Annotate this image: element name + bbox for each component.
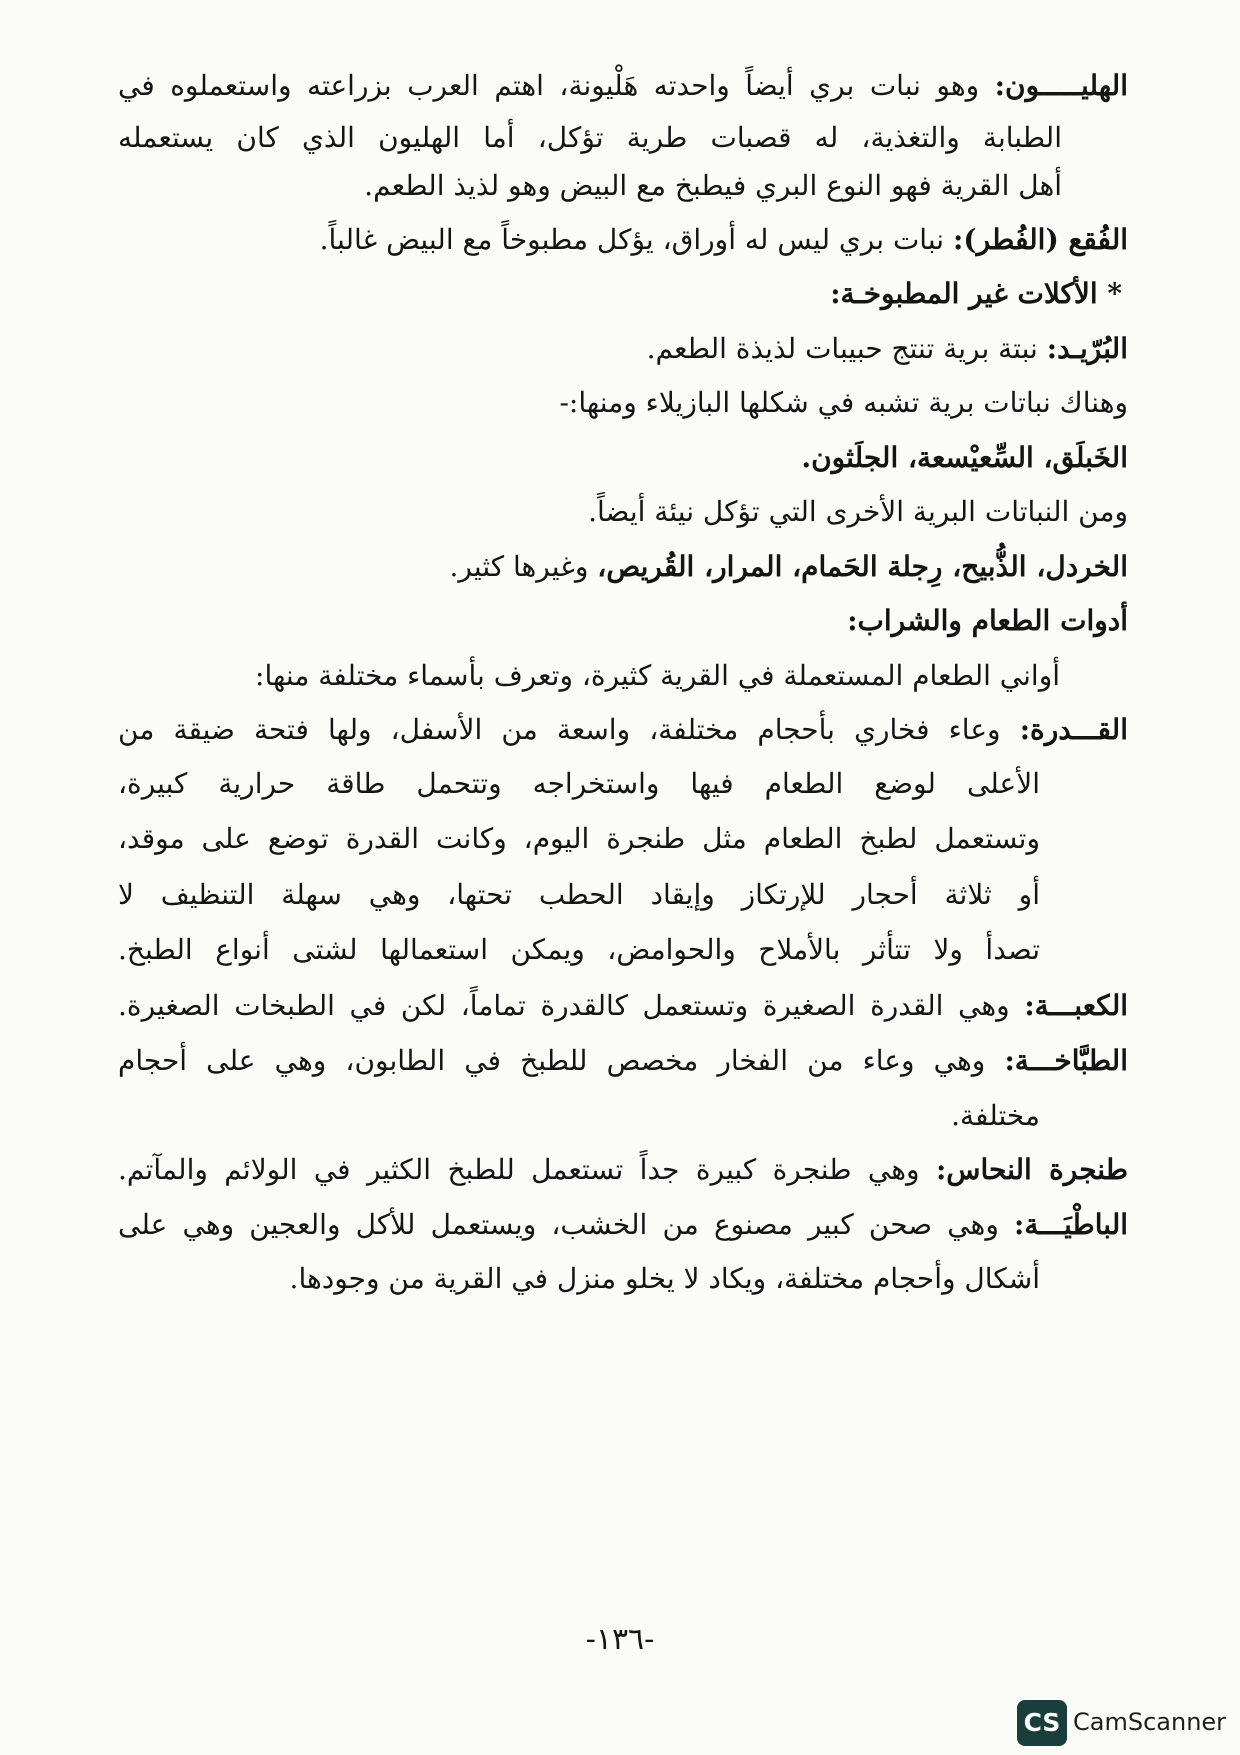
line-body: وهي القدرة الصغيرة وتستعمل كالقدرة تماماً، لكن في الطبخات الصغيرة. bbox=[118, 989, 1025, 1022]
term: الكعبـــة: bbox=[1024, 989, 1128, 1022]
term: القـــدرة: bbox=[1019, 713, 1128, 746]
term: الفُقع (الفُطر): bbox=[952, 223, 1128, 256]
text-line bbox=[118, 545, 1128, 589]
line-body: أشكال وأحجام مختلفة، ويكاد لا يخلو منزل في القرية من وجودها. bbox=[289, 1262, 1040, 1295]
text-line bbox=[118, 116, 1062, 160]
text-line bbox=[118, 490, 1128, 534]
line-body: أواني الطعام المستعملة في القرية كثيرة، وتعرف بأسماء مختلفة منها: bbox=[255, 659, 1060, 692]
text-line bbox=[118, 708, 1128, 752]
text-line bbox=[118, 164, 1062, 208]
text-line bbox=[118, 654, 1060, 698]
term: أدوات الطعام والشراب: bbox=[847, 604, 1128, 637]
text-line bbox=[118, 218, 1128, 262]
section-heading bbox=[122, 272, 1122, 316]
text-line bbox=[118, 436, 1128, 480]
line-body: نبتة برية تنتج حبيبات لذيذة الطعم. bbox=[646, 332, 1047, 365]
text-line bbox=[118, 1203, 1128, 1247]
term: طنجرة النحاس: bbox=[935, 1153, 1129, 1186]
line-body: أو ثلاثة أحجار للإرتكاز وإيقاد الحطب تحتها، وهي سهلة التنظيف لا bbox=[118, 878, 1040, 911]
line-body: أهل القرية فهو النوع البري فيطبخ مع البيض وهو لذيذ الطعم. bbox=[364, 169, 1062, 202]
line-body: وهي صحن كبير مصنوع من الخشب، ويستعمل للأكل والعجين وهي على bbox=[118, 1208, 1015, 1241]
line-body: وهو نبات بري أيضاً واحدته هَلْيونة، اهتم العرب بزراعته واستعملوه في bbox=[118, 69, 995, 102]
text-line bbox=[118, 1039, 1128, 1083]
line-body: وعاء فخاري بأحجام مختلفة، واسعة من الأسفل، ولها فتحة ضيقة من bbox=[118, 713, 1020, 746]
term: الخردل، الذُّبيح، رِجلة الحَمام، المرار، القُريص، bbox=[597, 550, 1128, 583]
term: * الأكلات غير المطبوخـة: bbox=[830, 277, 1122, 310]
term: الخَبلَق، السِّعيْسعة، الجلَثون. bbox=[801, 441, 1128, 474]
term: الطبَّاخـــة: bbox=[1004, 1044, 1128, 1077]
text-line bbox=[118, 1148, 1128, 1192]
text-line bbox=[118, 817, 1040, 861]
text-line bbox=[118, 928, 1040, 972]
text-line bbox=[118, 327, 1128, 371]
line-body: الطبابة والتغذية، له قصبات طرية تؤكل، أما الهليون الذي كان يستعمله bbox=[118, 121, 1062, 154]
text-line bbox=[118, 984, 1128, 1028]
line-body: الأعلى لوضع الطعام فيها واستخراجه وتتحمل طاقة حرارية كبيرة، bbox=[118, 767, 1040, 800]
line-body: وهناك نباتات برية تشبه في شكلها البازيلاء ومنها:- bbox=[559, 386, 1128, 419]
line-body: مختلفة. bbox=[951, 1099, 1040, 1132]
line-body: ومن النباتات البرية الأخرى التي تؤكل نيئة أيضاً. bbox=[588, 495, 1128, 528]
camscanner-logo-icon: CS bbox=[1017, 1700, 1067, 1746]
line-body: وهي طنجرة كبيرة جداً تستعمل للطبخ الكثير في الولائم والمآتم. bbox=[118, 1153, 936, 1186]
text-line bbox=[118, 1257, 1040, 1301]
line-body: وهي وعاء من الفخار مخصص للطبخ في الطابون، وهي على أحجام bbox=[118, 1044, 1005, 1077]
text-line bbox=[118, 1094, 1040, 1138]
camscanner-label: CamScanner bbox=[1073, 1708, 1227, 1736]
line-body: وتستعمل لطبخ الطعام مثل طنجرة اليوم، وكانت القدرة توضع على موقد، bbox=[118, 822, 1040, 855]
line-body: وغيرها كثير. bbox=[449, 550, 598, 583]
text-line bbox=[118, 381, 1128, 425]
term: الباطْيَـــة: bbox=[1014, 1208, 1128, 1241]
section-heading bbox=[118, 599, 1128, 643]
text-line bbox=[118, 873, 1040, 917]
page-number: -١٣٦- bbox=[585, 1622, 655, 1657]
line-body: تصدأ ولا تتأثر بالأملاح والحوامض، ويمكن استعمالها لشتى أنواع الطبخ. bbox=[118, 933, 1040, 966]
text-line bbox=[118, 64, 1128, 108]
term: الهليـــــون: bbox=[994, 69, 1128, 102]
term: البُرّيـد: bbox=[1046, 332, 1128, 365]
line-body: نبات بري ليس له أوراق، يؤكل مطبوخاً مع البيض غالباً. bbox=[319, 223, 953, 256]
text-line bbox=[118, 762, 1040, 806]
